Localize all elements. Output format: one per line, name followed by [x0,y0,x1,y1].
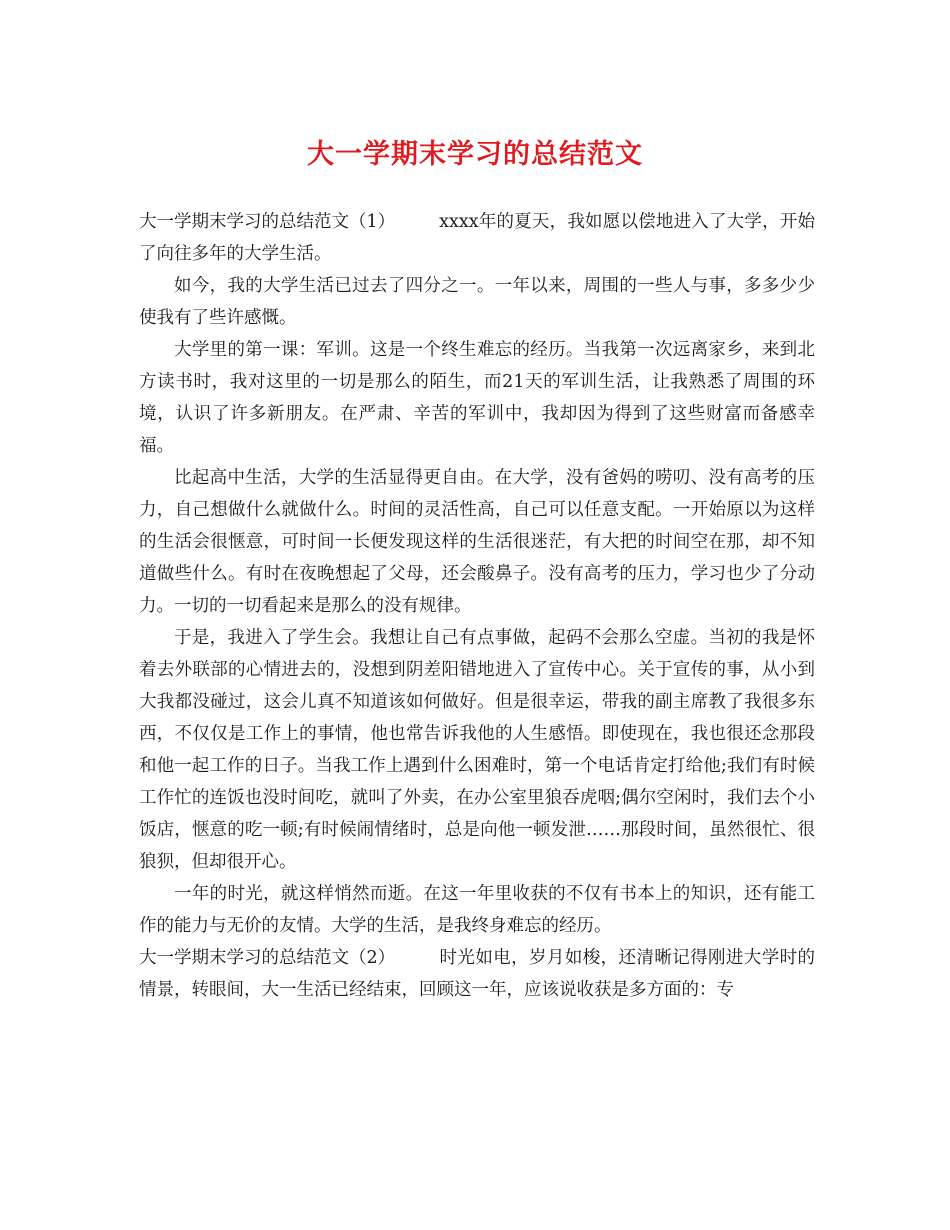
section-1-lead-text: xxxx年的夏天，我如愿以偿地进入了大学，开始了向往多年的大学生活。 [139,212,815,264]
section-2-lead-paragraph [139,942,815,1006]
section-1-heading: 大一学期末学习的总结范文（1） [139,212,396,232]
section-2-heading: 大一学期末学习的总结范文（2） [139,948,396,968]
body-paragraph: 一年的时光，就这样悄然而逝。在这一年里收获的不仅有书本上的知识，还有能工作的能力与无价的友情。大学的生活，是我终身难忘的经历。 [139,884,815,936]
document-body [139,206,815,1006]
section-2-lead-text: 时光如电，岁月如梭，还清晰记得刚进大学时的情景，转眼间，大一生活已经结束，回顾这一年，应该说收获是多方面的：专 [139,948,815,1000]
body-paragraph: 比起高中生活，大学的生活显得更自由。在大学，没有爸妈的唠叨、没有高考的压力，自己想做什么就做什么。时间的灵活性高，自己可以任意支配。一开始原以为这样的生活会很惬意，可时间一长便发现这样的生活很迷茫，有大把的时间空在那，却不知道做些什么。有时在夜晚想起了父母，还会酸鼻子。没有高考的压力，学习也少了分动力。一切的一切看起来是那么的没有规律。 [139,468,815,616]
body-paragraph: 大学里的第一课：军训。这是一个终生难忘的经历。当我第一次远离家乡，来到北方读书时，我对这里的一切是那么的陌生，而21天的军训生活，让我熟悉了周围的环境，认识了许多新朋友。在严肃、辛苦的军训中，我却因为得到了这些财富而备感幸福。 [139,340,815,456]
section-1-lead-paragraph [139,206,815,270]
body-paragraph: 如今，我的大学生活已过去了四分之一。一年以来，周围的一些人与事，多多少少使我有了些许感慨。 [139,276,815,328]
document-title: 大一学期末学习的总结范文 [307,139,643,170]
body-paragraph: 于是，我进入了学生会。我想让自己有点事做，起码不会那么空虚。当初的我是怀着去外联部的心情进去的，没想到阴差阳错地进入了宣传中心。关于宣传的事，从小到大我都没碰过，这会儿真不知道该如何做好。但是很幸运，带我的副主席教了我很多东西，不仅仅是工作上的事情，他也常告诉我他的人生感悟。即使现在，我也很还念那段和他一起工作的日子。当我工作上遇到什么困难时，第一个电话肯定打给他;我们有时候工作忙的连饭也没时间吃，就叫了外卖，在办公室里狼吞虎咽;偶尔空闲时，我们去个小饭店，惬意的吃一顿;有时候闹情绪时，总是向他一顿发泄……那段时间，虽然很忙、很狼狈，但却很开心。 [139,628,815,872]
